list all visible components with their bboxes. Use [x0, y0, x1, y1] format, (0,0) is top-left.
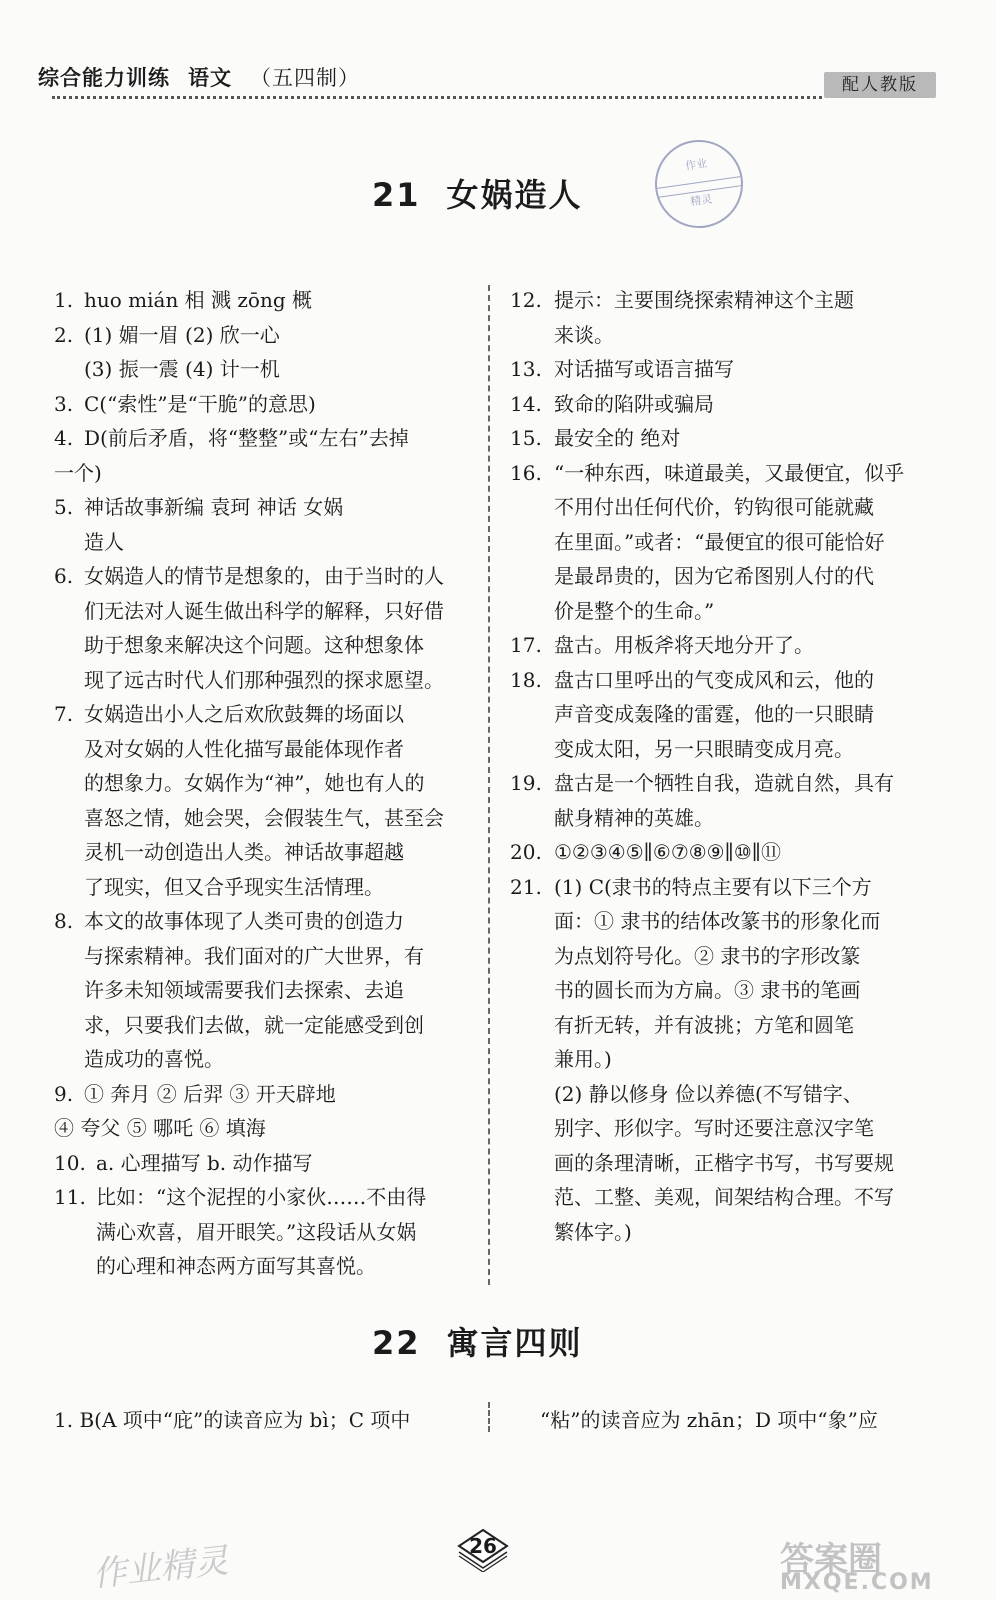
right-answer-line — [510, 870, 920, 905]
answer-number — [510, 1008, 554, 1043]
right-answer-line — [510, 904, 920, 939]
answer-number: 6. — [54, 564, 74, 588]
lesson-22-answer-left: 1. B(A 项中“庇”的读音应为 bì；C 项中 — [54, 1408, 411, 1432]
page-number-badge — [455, 1528, 511, 1568]
answer-number: 14. — [510, 391, 542, 416]
answer-text: a. 心理描写 b. 动作描写 — [96, 1150, 313, 1175]
right-answer-line — [510, 766, 920, 801]
answer-number — [510, 939, 554, 974]
page-number: 26 — [469, 1534, 497, 1558]
running-header — [38, 62, 378, 92]
left-answer-line — [54, 421, 472, 456]
answer-text: 现了远古时代人们那种强烈的探求愿望。 — [84, 667, 444, 692]
right-answer-line — [510, 697, 920, 732]
answer-text: 繁体字。) — [554, 1219, 632, 1244]
left-answer-line — [54, 697, 472, 732]
answer-number — [510, 525, 554, 560]
answer-text: “一种东西，味道最美，又最便宜，似乎 — [554, 460, 905, 485]
answer-number: 9. — [54, 1081, 74, 1106]
right-answer-line — [510, 559, 920, 594]
answer-text: 是最昂贵的，因为它希图别人付的代 — [554, 564, 874, 588]
left-answer-column — [54, 283, 472, 1284]
answer-text: 与探索精神。我们面对的广大世界，有 — [84, 943, 424, 968]
answer-number — [54, 1249, 96, 1284]
answer-text: 不用付出任何代价，钓钩很可能就藏 — [554, 495, 874, 519]
answer-number: 20. — [510, 840, 542, 864]
right-answer-line — [510, 525, 920, 560]
header-rule — [52, 96, 822, 99]
right-answer-line — [510, 456, 920, 491]
answer-number — [54, 663, 84, 698]
right-answer-column — [510, 283, 920, 1249]
left-answer-line — [54, 594, 472, 629]
answer-text: 的心理和神态两方面写其喜悦。 — [96, 1254, 376, 1278]
answer-text: huo mián 相 溅 zōng 概 — [84, 288, 313, 312]
answer-text: 盘古口里呼出的气变成风和云，他的 — [554, 667, 874, 692]
answer-text: (3) 振一震 (4) 计一机 — [84, 357, 280, 381]
answer-number — [510, 973, 554, 1008]
answer-text: 变成太阳，另一只眼睛变成月亮。 — [554, 736, 854, 761]
answer-text: 范、工整、美观，间架结构合理。不写 — [554, 1185, 894, 1209]
answer-text: 有折无转，并有波挑；方笔和圆笔 — [554, 1012, 854, 1037]
right-answer-line — [510, 835, 920, 870]
answer-number — [54, 870, 84, 905]
answer-text: (1) 媚一眉 (2) 欣一心 — [84, 322, 280, 347]
column-divider — [488, 285, 490, 1285]
answer-text: 造成功的喜悦。 — [84, 1047, 224, 1071]
answer-text: 画的条理清晰，正楷字书写，书写要规 — [554, 1150, 894, 1175]
answer-number: 8. — [54, 909, 74, 933]
left-answer-line — [54, 525, 472, 560]
answer-number — [54, 352, 84, 387]
lesson-21-number: 21 — [372, 176, 421, 214]
answer-text: 及对女娲的人性化描写最能体现作者 — [84, 736, 404, 761]
right-answer-line — [510, 1008, 920, 1043]
answer-text: (2) 静以修身 俭以养德(不写错字、 — [554, 1081, 863, 1106]
book-title: 综合能力训练 — [38, 66, 170, 90]
stamp-line-1: 作业 — [684, 156, 709, 173]
answer-number — [54, 1042, 84, 1077]
right-answer-line — [510, 939, 920, 974]
answer-text: 一个) — [54, 460, 102, 485]
answer-number — [510, 490, 554, 525]
answer-text: 提示：主要围绕探索精神这个主题 — [554, 288, 854, 312]
left-answer-line — [54, 387, 472, 422]
answer-number — [54, 801, 84, 836]
answer-number — [510, 801, 554, 836]
left-answer-line — [54, 490, 472, 525]
answer-text: C(“索性”是“干脆”的意思) — [84, 391, 316, 416]
answer-text: 致命的陷阱或骗局 — [554, 391, 714, 416]
answer-text: 为点划符号化。② 隶书的字形改篆 — [554, 943, 861, 968]
lesson-22-answer-right: “粘”的读音应为 zhān；D 项中“象”应 — [540, 1408, 878, 1432]
answer-text: 造人 — [84, 529, 124, 554]
answer-number — [510, 1077, 554, 1112]
right-answer-line — [510, 352, 920, 387]
answer-number — [54, 835, 84, 870]
answer-number — [510, 559, 554, 594]
answer-number: 18. — [510, 667, 542, 692]
answer-text: 了现实，但又合乎现实生活情理。 — [84, 874, 384, 899]
answer-number — [54, 766, 84, 801]
answer-text: 求，只要我们去做，就一定能感受到创 — [84, 1012, 424, 1037]
answer-number — [510, 1111, 554, 1146]
answer-text: 喜怒之情，她会哭，会假装生气，甚至会 — [84, 805, 444, 830]
answer-number — [54, 939, 84, 974]
answer-text: ① 奔月 ② 后羿 ③ 开天辟地 — [84, 1081, 336, 1106]
subject-label: 语文 — [188, 66, 232, 90]
right-answer-line — [510, 283, 920, 318]
right-answer-line — [510, 663, 920, 698]
answer-text: 来谈。 — [554, 322, 614, 347]
answer-number: 2. — [54, 322, 74, 347]
answer-number — [54, 1008, 84, 1043]
answer-number — [510, 697, 554, 732]
left-answer-line — [54, 870, 472, 905]
answer-number: 5. — [54, 495, 74, 519]
answer-text: 神话故事新编 袁珂 神话 女娲 — [84, 495, 344, 519]
answer-text: 献身精神的英雄。 — [554, 805, 714, 830]
answer-number: 1. — [54, 288, 74, 312]
right-answer-line — [510, 594, 920, 629]
answer-text: 书的圆长而为方扁。③ 隶书的笔画 — [554, 978, 861, 1002]
right-answer-line — [510, 1111, 920, 1146]
right-answer-line — [510, 318, 920, 353]
left-answer-line — [54, 904, 472, 939]
left-answer-line — [54, 939, 472, 974]
answer-text: 价是整个的生命。” — [554, 598, 715, 623]
answer-text: ①②③④⑤∥⑥⑦⑧⑨∥⑩∥⑪ — [554, 840, 782, 864]
answer-number — [510, 1042, 554, 1077]
version-tab: 配人教版 — [824, 72, 936, 98]
answer-number: 15. — [510, 426, 542, 450]
left-answer-line — [54, 973, 472, 1008]
left-answer-line — [54, 1146, 472, 1181]
answer-number — [54, 1215, 96, 1250]
right-answer-line — [510, 387, 920, 422]
left-answer-line — [54, 1215, 472, 1250]
watermark-right: 答案圈 — [780, 1540, 882, 1580]
answer-text: D(前后矛盾，将“整整”或“左右”去掉 — [84, 426, 409, 450]
answer-number: 4. — [54, 426, 74, 450]
right-answer-line — [510, 732, 920, 767]
right-answer-line — [510, 1215, 920, 1250]
answer-text: 满心欢喜，眉开眼笑。”这段话从女娲 — [96, 1219, 417, 1244]
lesson-21-name: 女娲造人 — [446, 176, 583, 214]
stamp-line-2: 精灵 — [689, 192, 714, 209]
left-answer-line — [54, 318, 472, 353]
answer-number — [510, 732, 554, 767]
answer-number — [510, 904, 554, 939]
answer-text: 们无法对人诞生做出科学的解释，只好借 — [84, 598, 444, 623]
answer-number — [510, 1180, 554, 1215]
right-answer-line — [510, 1077, 920, 1112]
right-answer-line — [510, 1042, 920, 1077]
right-answer-line — [510, 490, 920, 525]
right-answer-line — [510, 421, 920, 456]
answer-text: ④ 夸父 ⑤ 哪吒 ⑥ 填海 — [54, 1116, 266, 1140]
answer-text: 灵机一动创造出人类。神话故事超越 — [84, 840, 404, 864]
left-answer-line — [54, 628, 472, 663]
answer-number: 10. — [54, 1150, 86, 1175]
answer-text: 在里面。”或者：“最便宜的很可能恰好 — [554, 529, 885, 554]
left-answer-line — [54, 801, 472, 836]
answer-number: 19. — [510, 771, 542, 795]
answer-text: 兼用。) — [554, 1047, 612, 1071]
left-answer-line — [54, 352, 472, 387]
right-answer-line — [510, 973, 920, 1008]
answer-number — [54, 732, 84, 767]
answer-text: 盘古。用板斧将天地分开了。 — [554, 633, 814, 657]
edition-label: （五四制） — [250, 66, 360, 90]
answer-number: 21. — [510, 874, 542, 899]
left-answer-line — [54, 1249, 472, 1284]
answer-text: 对话描写或语言描写 — [554, 357, 734, 381]
left-answer-line — [54, 835, 472, 870]
answer-number — [54, 628, 84, 663]
answer-number: 3. — [54, 391, 74, 416]
left-answer-line — [54, 1008, 472, 1043]
left-answer-line — [54, 1042, 472, 1077]
left-answer-line — [54, 1111, 472, 1146]
right-answer-line — [510, 1180, 920, 1215]
answer-number: 11. — [54, 1185, 86, 1209]
left-answer-line — [54, 663, 472, 698]
left-answer-line — [54, 283, 472, 318]
lesson-21-title — [372, 170, 583, 216]
watermark-right-url: MXQE.COM — [780, 1570, 934, 1595]
answer-number — [54, 594, 84, 629]
answer-number: 16. — [510, 460, 542, 485]
answer-number — [54, 973, 84, 1008]
answer-text: 助于想象来解决这个问题。这种想象体 — [84, 633, 424, 657]
answer-text: 别字、形似字。写时还要注意汉字笔 — [554, 1116, 874, 1140]
answer-text: (1) C(隶书的特点主要有以下三个方 — [554, 874, 872, 899]
answer-number — [510, 594, 554, 629]
left-answer-line — [54, 732, 472, 767]
answer-number: 17. — [510, 633, 542, 657]
answer-text: 本文的故事体现了人类可贵的创造力 — [84, 909, 404, 933]
answer-text: 女娲造出小人之后欢欣鼓舞的场面以 — [84, 702, 404, 726]
left-answer-line — [54, 1180, 472, 1215]
right-answer-line — [510, 628, 920, 663]
answer-text: 最安全的 绝对 — [554, 426, 681, 450]
answer-number — [510, 1215, 554, 1250]
answer-number: 13. — [510, 357, 542, 381]
answer-number — [510, 1146, 554, 1181]
left-answer-line — [54, 559, 472, 594]
answer-text: 女娲造人的情节是想象的，由于当时的人 — [84, 564, 444, 588]
column-divider-bottom — [488, 1402, 490, 1432]
answer-number: 7. — [54, 702, 74, 726]
lesson-22-number: 22 — [372, 1324, 421, 1362]
answer-text: 的想象力。女娲作为“神”，她也有人的 — [84, 771, 425, 795]
right-answer-line — [510, 801, 920, 836]
answer-text: 面：① 隶书的结体改篆书的形象化而 — [554, 909, 881, 933]
answer-number — [54, 525, 84, 560]
answer-text: 比如：“这个泥捏的小家伙……不由得 — [96, 1185, 427, 1209]
lesson-22-title — [372, 1318, 583, 1364]
answer-text: 声音变成轰隆的雷霆，他的一只眼睛 — [554, 702, 874, 726]
left-answer-line — [54, 1077, 472, 1112]
answer-text: 许多未知领域需要我们去探索、去追 — [84, 978, 404, 1002]
lesson-22-name: 寓言四则 — [446, 1324, 583, 1362]
answer-number: 12. — [510, 288, 542, 312]
answer-text: 盘古是一个牺牲自我，造就自然，具有 — [554, 771, 894, 795]
left-answer-line — [54, 766, 472, 801]
left-answer-line — [54, 456, 472, 491]
right-answer-line — [510, 1146, 920, 1181]
watermark-stamp — [649, 134, 748, 233]
answer-number — [510, 318, 554, 353]
watermark-left: 作业精灵 — [90, 1540, 231, 1595]
